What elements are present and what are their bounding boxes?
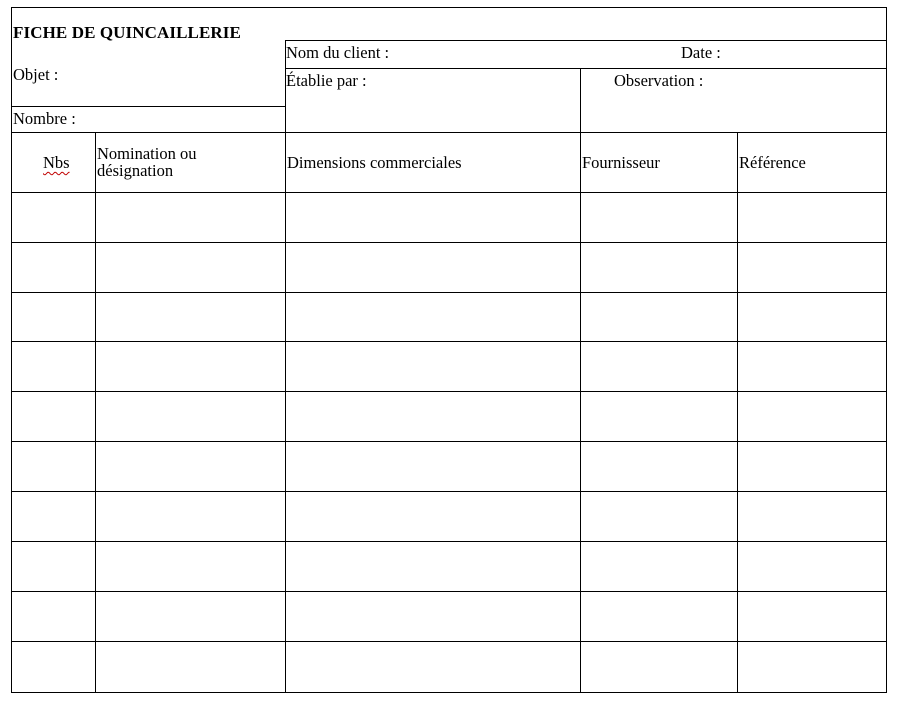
row-line: [11, 641, 887, 642]
column-header-reference: Référence: [739, 153, 806, 172]
table-cell-dimensions[interactable]: [287, 443, 579, 490]
column-header-designation: [97, 145, 196, 180]
col-divider-2: [285, 132, 286, 693]
border-bottom: [11, 692, 887, 693]
table-cell-fournisseur[interactable]: [582, 493, 736, 540]
table-cell-nbs[interactable]: [13, 194, 94, 241]
table-cell-fournisseur[interactable]: [582, 393, 736, 440]
row-line: [11, 391, 887, 392]
table-cell-dimensions[interactable]: [287, 393, 579, 440]
column-header-nbs: [43, 155, 70, 172]
nombre-label: Nombre :: [13, 109, 76, 128]
hardware-sheet-form: [11, 7, 887, 693]
form-title: FICHE DE QUINCAILLERIE: [13, 23, 241, 42]
table-cell-nbs[interactable]: [13, 343, 94, 390]
column-header-supplier: Fournisseur: [582, 153, 660, 172]
table-cell-designation[interactable]: [97, 443, 284, 490]
objet-nombre-divider: [11, 106, 285, 107]
header-bottom-line: [11, 132, 887, 133]
row-line: [11, 292, 887, 293]
row-line: [11, 441, 887, 442]
row-line: [11, 341, 887, 342]
table-cell-nbs[interactable]: [13, 493, 94, 540]
table-cell-reference[interactable]: [739, 343, 885, 390]
table-cell-reference[interactable]: [739, 194, 885, 241]
table-cell-designation[interactable]: [97, 393, 284, 440]
table-cell-reference[interactable]: [739, 543, 885, 590]
table-cell-dimensions[interactable]: [287, 493, 579, 540]
table-cell-nbs[interactable]: [13, 443, 94, 490]
table-cell-nbs[interactable]: [13, 294, 94, 340]
table-cell-reference[interactable]: [739, 643, 885, 691]
column-header-dimensions: Dimensions commerciales: [287, 153, 462, 172]
row-line: [11, 242, 887, 243]
table-cell-fournisseur[interactable]: [582, 343, 736, 390]
row-line: [11, 591, 887, 592]
table-cell-nbs[interactable]: [13, 593, 94, 640]
table-cell-fournisseur[interactable]: [582, 643, 736, 691]
table-cell-dimensions[interactable]: [287, 643, 579, 691]
table-cell-designation[interactable]: [97, 294, 284, 340]
established-by-label: Établie par :: [286, 71, 367, 90]
table-cell-designation[interactable]: [97, 543, 284, 590]
table-cell-designation[interactable]: [97, 194, 284, 241]
objet-label: Objet :: [13, 65, 59, 84]
observation-label: Observation :: [614, 71, 704, 90]
table-cell-designation[interactable]: [97, 343, 284, 390]
table-cell-designation[interactable]: [97, 493, 284, 540]
table-cell-dimensions[interactable]: [287, 593, 579, 640]
column-header-designation-line2: désignation: [97, 161, 174, 181]
client-row-divider: [285, 68, 887, 69]
row-line: [11, 491, 887, 492]
column-header-nbs-label: Nbs: [43, 153, 70, 172]
table-cell-dimensions[interactable]: [287, 294, 579, 340]
table-header-bottom: [11, 192, 887, 193]
table-cell-designation[interactable]: [97, 244, 284, 291]
observation-divider: [580, 68, 581, 132]
table-cell-reference[interactable]: [739, 244, 885, 291]
table-cell-reference[interactable]: [739, 393, 885, 440]
table-cell-reference[interactable]: [739, 593, 885, 640]
table-cell-dimensions[interactable]: [287, 244, 579, 291]
table-cell-reference[interactable]: [739, 294, 885, 340]
client-name-label: Nom du client :: [286, 43, 390, 62]
table-cell-designation[interactable]: [97, 643, 284, 691]
table-cell-reference[interactable]: [739, 443, 885, 490]
row-line: [11, 541, 887, 542]
table-cell-nbs[interactable]: [13, 643, 94, 691]
table-cell-fournisseur[interactable]: [582, 593, 736, 640]
border-top: [11, 7, 887, 8]
table-cell-fournisseur[interactable]: [582, 294, 736, 340]
column-header-designation-line1: Nomination ou: [97, 144, 197, 163]
col-divider-3: [580, 132, 581, 693]
table-cell-dimensions[interactable]: [287, 343, 579, 390]
table-cell-dimensions[interactable]: [287, 543, 579, 590]
table-cell-reference[interactable]: [739, 493, 885, 540]
table-cell-fournisseur[interactable]: [582, 194, 736, 241]
table-cell-nbs[interactable]: [13, 244, 94, 291]
table-cell-designation[interactable]: [97, 593, 284, 640]
col-divider-1: [95, 132, 96, 693]
title-divider: [285, 40, 887, 41]
table-cell-nbs[interactable]: [13, 543, 94, 590]
table-cell-fournisseur[interactable]: [582, 543, 736, 590]
table-cell-dimensions[interactable]: [287, 194, 579, 241]
date-label: Date :: [681, 43, 721, 62]
col-divider-4: [737, 132, 738, 693]
table-cell-fournisseur[interactable]: [582, 443, 736, 490]
table-cell-fournisseur[interactable]: [582, 244, 736, 291]
table-cell-nbs[interactable]: [13, 393, 94, 440]
